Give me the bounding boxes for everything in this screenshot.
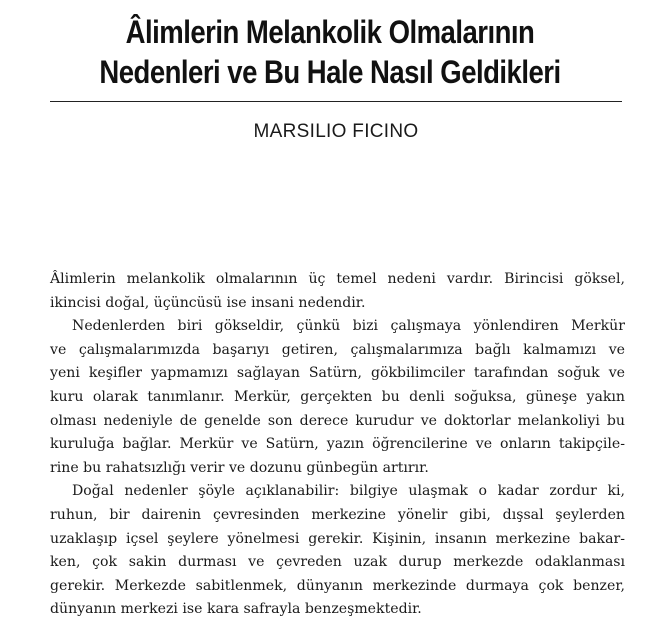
text-line: ikincisi doğal, üçüncüsü ise insani nedendir. <box>50 294 366 311</box>
paragraph-2 <box>50 315 625 480</box>
text-line: kuruluğa bağlar. Merkür ve Satürn, yazın öğrencilerine ve onların takipçile- <box>50 436 625 453</box>
text-line: rine bu rahatsızlığı verir ve dozunu günbegün artırır. <box>50 459 429 476</box>
chapter-title-line-2: Nedenleri ve Bu Hale Nasıl Geldikleri <box>99 54 561 90</box>
paragraph-1 <box>50 268 625 315</box>
text-line: dünyanın merkezi ise kara safrayla benzeşmektedir. <box>50 601 422 618</box>
chapter-title <box>81 12 580 92</box>
text-line: ken, çok sakin durması ve çevreden uzak durup merkezde odaklanması <box>50 554 625 571</box>
text-line: uzaklaşıp içsel şeylere yönelmesi gerekir. Kişinin, insanın merkezine bakar- <box>50 530 625 547</box>
paragraph-3 <box>50 480 625 622</box>
text-line: Âlimlerin melankolik olmalarının üç temel nedeni vardır. Birincisi göksel, <box>50 271 625 287</box>
text-line: gerekir. Merkezde sabitlenmek, dünyanın merkezinde durmaya çok benzer, <box>50 577 625 594</box>
text-line: olması nedeniyle de genelde son derece kurudur ve doktorlar melankoliyi bu <box>50 412 625 429</box>
text-line: yeni keşifler yapmamızı sağlayan Satürn, gökbilimciler tarafından soğuk ve <box>50 365 625 382</box>
title-divider <box>50 101 622 102</box>
text-line: kuru olarak tanımlanır. Merkür, gerçekten bu denli soğuksa, güneşe yakın <box>50 388 625 405</box>
text-line: Doğal nedenler şöyle açıklanabilir: bilgiye ulaşmak o kadar zordur ki, <box>72 483 625 500</box>
text-line: Nedenlerden biri gökseldir, çünkü bizi çalışmaya yönlendiren Merkür <box>72 318 625 335</box>
chapter-title-line-1: Âlimlerin Melankolik Olmalarının <box>125 14 535 50</box>
text-line: ruhun, bir dairenin çevresinden merkezine yönelir gibi, dışsal şeylerden <box>50 506 625 523</box>
body-text <box>50 268 625 622</box>
text-line: ve çalışmalarımızda başarıyı getiren, çalışmalarımıza bağlı kalmamızı ve <box>50 341 625 358</box>
author-name: MARSILIO FICINO <box>253 121 419 142</box>
